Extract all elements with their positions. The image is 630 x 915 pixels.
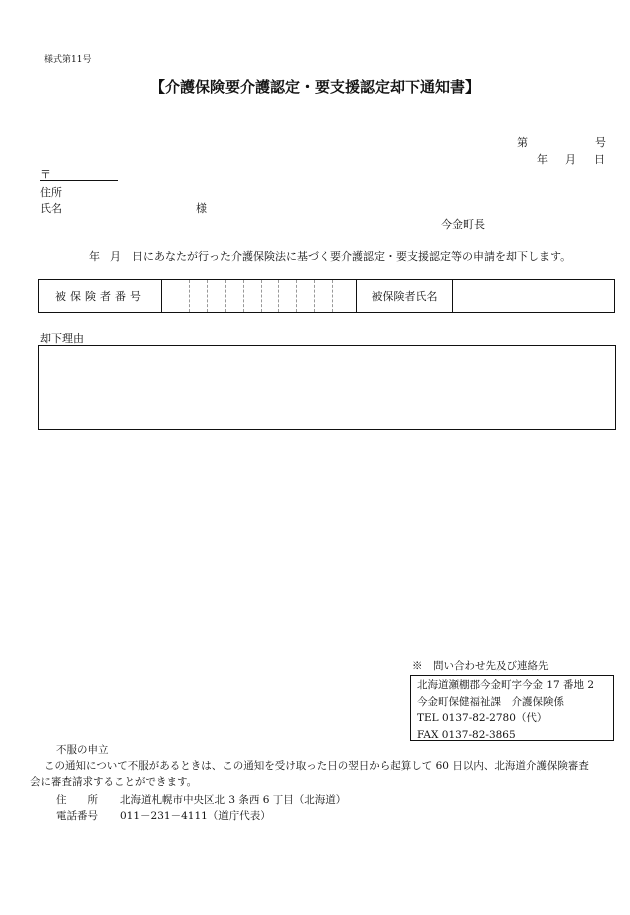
appeal-text-line2: 会に審査請求することができます。 <box>30 776 198 788</box>
issuer: 今金町長 <box>441 218 485 231</box>
contact-fax: FAX 0137-82-3865 <box>417 728 516 741</box>
insured-number-label: 被保険者番号 <box>39 280 162 313</box>
honorific: 様 <box>196 202 207 215</box>
contact-department: 今金町保健福祉課 介護保険係 <box>417 695 564 708</box>
appeal-phone-label: 電話番号 <box>56 810 98 822</box>
insured-number-digit[interactable] <box>172 280 190 312</box>
contact-address: 北海道瀬棚郡今金町字今金 17 番地 2 <box>417 679 595 691</box>
number-prefix: 第 <box>517 136 528 149</box>
postal-mark: 〒 <box>40 168 51 181</box>
appeal-address: 北海道札幌市中央区北 3 条西 6 丁目（北海道） <box>120 794 347 806</box>
insured-number-digit[interactable] <box>315 280 333 312</box>
postal-code-line <box>40 180 118 181</box>
appeal-phone: 011－231－4111（道庁代表） <box>120 810 271 822</box>
reason-label: 却下理由 <box>40 332 84 345</box>
insured-number-digit[interactable] <box>190 280 208 312</box>
insured-name-label: 被保険者氏名 <box>357 280 453 313</box>
document-title: 【介護保険要介護認定・要支援認定却下通知書】 <box>149 78 480 96</box>
appeal-heading: 不服の申立 <box>56 744 109 756</box>
appeal-address-label: 住 所 <box>56 794 98 806</box>
reason-box[interactable] <box>38 345 616 430</box>
body-year: 年 <box>89 250 100 263</box>
body-text: 日にあなたが行った介護保険法に基づく要介護認定・要支援認定等の申請を却下します。 <box>132 250 572 263</box>
date-month: 月 <box>565 153 576 166</box>
form-number: 様式第11号 <box>44 55 92 65</box>
insured-info-table <box>38 279 615 313</box>
insured-number-digit[interactable] <box>333 280 350 312</box>
number-suffix: 号 <box>595 136 606 149</box>
insured-number-digit[interactable] <box>279 280 297 312</box>
contact-box <box>410 675 614 741</box>
insured-name-field[interactable] <box>453 280 615 313</box>
contact-tel: TEL 0137-82-2780（代） <box>417 712 548 724</box>
date-year: 年 <box>537 153 548 166</box>
insured-number-digit[interactable] <box>262 280 280 312</box>
insured-number-digit[interactable] <box>208 280 226 312</box>
address-label: 住所 <box>40 186 62 199</box>
insured-number-cells[interactable] <box>162 280 357 313</box>
body-month: 月 <box>110 250 121 263</box>
name-label: 氏名 <box>40 202 62 215</box>
insured-number-digit[interactable] <box>297 280 315 312</box>
insured-number-digit[interactable] <box>244 280 262 312</box>
contact-heading: ※ 問い合わせ先及び連絡先 <box>412 660 549 672</box>
insured-number-digit[interactable] <box>226 280 244 312</box>
appeal-text-line1: この通知について不服があるときは、この通知を受け取った日の翌日から起算して 60 日以内、北海道介護保険審査 <box>44 760 589 772</box>
date-day: 日 <box>594 153 605 166</box>
